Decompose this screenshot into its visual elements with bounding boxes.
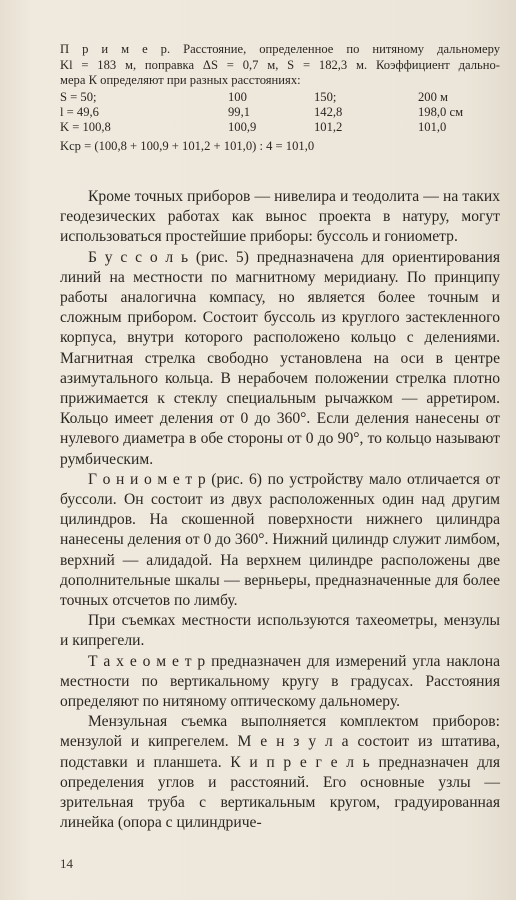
table-cell: 99,1 — [228, 104, 251, 119]
table-cell: 198,0 см — [418, 104, 464, 119]
table-cell: S = 50; — [60, 89, 97, 104]
table-cell: 101,0 — [418, 119, 447, 134]
paragraph: Б у с с о л ь (рис. 5) предназначена для ориентирования линий на местности по магнитному меридиану. По принципу работы аналогична компасу, но является более точным и сложным прибором. Состоит буссоль из круглого застекленного корпуса, внутри которого расположено кольцо с делениями. Магнитная стрелка свободно установлена на оси в центре азимутального кольца. В нерабочем положении стрелка плотно прижимается к стеклу специальным рычажком — арретиром. Кольцо имеет деления от 0 до 360°. Если деления нанесены от нулевого диаметра в обе стороны от 0 до 90°, то кольцо называют румбическим. — [60, 248, 500, 468]
example-line-3: мера К определяют при разных расстояниях: — [60, 73, 301, 88]
values-table — [60, 90, 500, 135]
table-cell: 142,8 — [314, 104, 343, 119]
table-row — [60, 90, 500, 105]
paragraph: Т а х е о м е т р предназначен для измерений угла наклона местности по вертикальному кругу в градусах. Расстояния определяют по нитяному оптическому дальномеру. — [60, 652, 500, 711]
example-block — [60, 42, 500, 154]
paragraph: Мензульная съемка выполняется комплектом приборов: мензулой и кипрегелем. М е н з у л а состоит из штатива, подставки и планшета. К и п р е г е л ь предназначен для определения углов и расстояний. Его основные узлы — зрительная труба с вертикальным кругом, градуированная линейка (опора с цилиндриче- — [60, 713, 500, 832]
average-formula: Kср = (100,8 + 100,9 + 101,2 + 101,0) : 4 = 101,0 — [60, 138, 315, 153]
table-cell: l = 49,6 — [60, 104, 99, 119]
table-cell: 200 м — [418, 89, 449, 104]
paragraph: Г о н и о м е т р (рис. 6) по устройству мало отличается от буссоли. Он состоит из двух расположенных один над другим цилиндров. На скошенной поверхности нижнего цилиндра нанесены деления от 0 до 360°. Нижний цилиндр служит лимбом, верхний — алидадой. На верхнем цилиндре расположены две дополнительные шкалы — верньеры, предназначенные для более точных отсчетов по лимбу. — [60, 470, 500, 610]
example-line-1: П р и м е р. Расстояние, определенное по нитяному дальномеру — [60, 42, 500, 56]
table-row — [60, 120, 500, 135]
paragraph: При съемках местности используются тахеометры, мензулы и кипрегели. — [60, 612, 500, 650]
example-line-2: Kl = 183 м, поправка ΔS = 0,7 м, S = 182,3 м. Коэффициент дально- — [60, 57, 500, 72]
table-cell: 150; — [314, 89, 337, 104]
table-cell: K = 100,8 — [60, 119, 111, 134]
table-row — [60, 105, 500, 120]
table-cell: 100,9 — [228, 119, 257, 134]
table-cell: 100 — [228, 89, 247, 104]
paragraph: Кроме точных приборов — нивелира и теодолита — на таких геодезических работах как вынос проекта в натуру, могут использоваться простейшие приборы: буссоль и гониометр. — [60, 188, 500, 246]
table-cell: 101,2 — [314, 119, 343, 134]
page-number: 14 — [60, 856, 73, 871]
body-text — [60, 187, 500, 834]
